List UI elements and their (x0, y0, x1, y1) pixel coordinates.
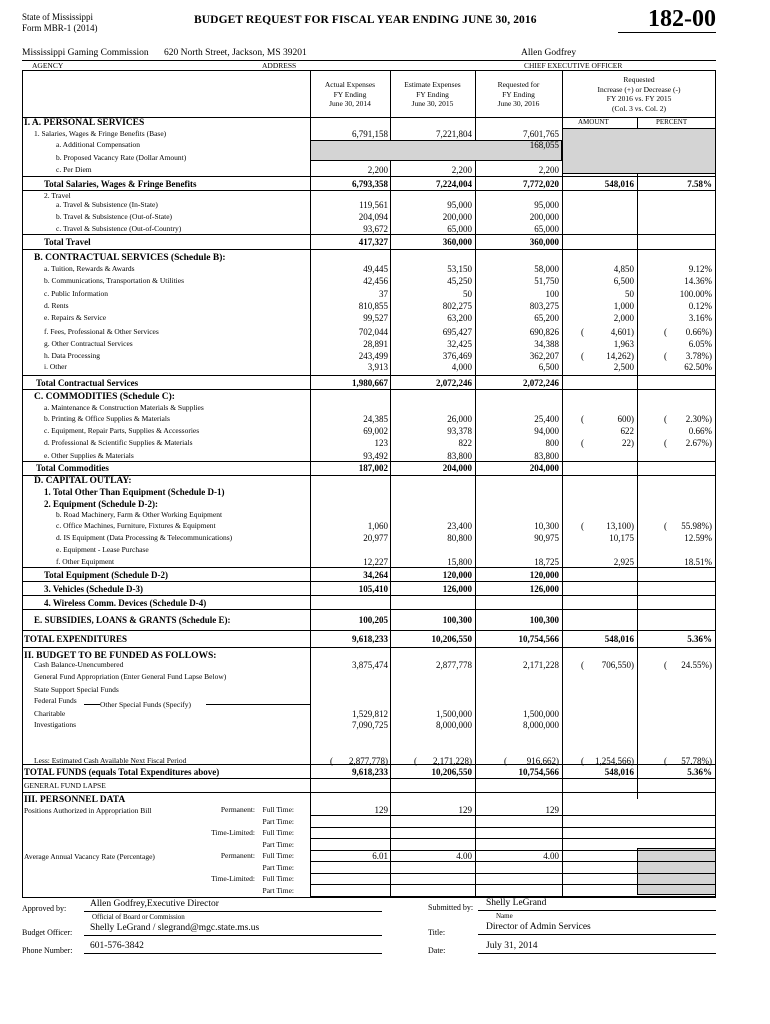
personnel-value-c1: 129 (374, 805, 388, 815)
row-value-c2: 65,000 (447, 224, 472, 234)
row-value-c1: 417,327 (358, 237, 388, 247)
row-value-c3: 10,754,566 (518, 634, 559, 644)
row-value-c4: 10,175 (609, 533, 634, 543)
row-label: Federal Funds (34, 696, 77, 705)
personnel-time: Full Time: (262, 874, 294, 883)
personnel-value-c3: 4.00 (543, 851, 559, 861)
row-value-c3: 204,000 (529, 463, 559, 473)
personnel-time: Part Time: (262, 886, 294, 895)
col-header-requested: Requested for FY Ending June 30, 2016 (497, 80, 540, 108)
row-label: TOTAL EXPENDITURES (24, 634, 127, 644)
approved-by-sub: Official of Board or Commission (92, 913, 185, 921)
row-label: 3. Vehicles (Schedule D-3) (44, 584, 143, 594)
negative-paren: ( (581, 660, 584, 670)
personnel-time: Part Time: (262, 840, 294, 849)
negative-paren: ( (504, 756, 507, 766)
row-label: E. SUBSIDIES, LOANS & GRANTS (Schedule E): (34, 615, 231, 625)
negative-paren: ( (664, 327, 667, 337)
amount-header: AMOUNT (578, 118, 609, 126)
row-label: i. Other (44, 362, 67, 371)
row-value-c4: 2,500 (613, 362, 634, 372)
row-value-c4: 2,000 (613, 313, 634, 323)
row-value-c4: 2,925 (613, 557, 634, 567)
row-value-c2: 120,000 (442, 570, 472, 580)
negative-paren: ( (581, 351, 584, 361)
row-value-c4: 548,016 (604, 179, 634, 189)
col-header-actual: Actual Expenses FY Ending June 30, 2014 (324, 80, 376, 108)
row-value-c2: 100,300 (442, 615, 472, 625)
row-value-c3: 2,200 (538, 165, 559, 175)
row-value-c3: 362,207 (529, 351, 559, 361)
row-value-c3: 100,300 (529, 615, 559, 625)
row-value-c3: 34,388 (534, 339, 559, 349)
row-value-c2: 360,000 (442, 237, 472, 247)
row-value-c3: 95,000 (534, 200, 559, 210)
row-value-c5: 57.78%) (681, 756, 712, 766)
row-value-c2: 93,378 (447, 426, 472, 436)
address-label: ADDRESS (262, 61, 297, 70)
row-label: Total Contractual Services (36, 378, 139, 388)
row-value-c1: 1,980,667 (352, 378, 388, 388)
row-label: General Fund Appropriation (Enter General Fund Lapse Below) (34, 672, 227, 681)
row-value-c5: 9.12% (688, 264, 712, 274)
row-value-c3: 51,750 (534, 276, 559, 286)
row-value-c4: 1,000 (613, 301, 634, 311)
row-label: c. Office Machines, Furniture, Fixtures & Equipment (56, 521, 216, 530)
row-label: c. Public Information (44, 289, 108, 298)
approved-by-label: Approved by: (22, 904, 67, 913)
row-label: 1. Salaries, Wages & Fringe Benefits (Base) (34, 129, 167, 138)
row-value-c5: 0.12% (688, 301, 712, 311)
personnel-time: Part Time: (262, 863, 294, 872)
shaded-cell-additional-comp (310, 140, 562, 161)
row-label: II. BUDGET TO BE FUNDED AS FOLLOWS: (24, 651, 217, 661)
row-value-c5: 14.36% (684, 276, 712, 286)
row-label: Total Commodities (36, 463, 109, 473)
row-label: b. Proposed Vacancy Rate (Dollar Amount) (56, 153, 187, 162)
row-label: a. Travel & Subsistence (In-State) (56, 200, 158, 209)
row-label: Cash Balance-Unencumbered (34, 660, 124, 669)
form-id: Form MBR-1 (2014) (22, 23, 98, 33)
personnel-value-c2: 4.00 (456, 851, 472, 861)
row-label: Total Salaries, Wages & Fringe Benefits (44, 179, 197, 189)
row-value-c1: 3,875,474 (352, 660, 388, 670)
row-value-c3: 100 (545, 289, 559, 299)
row-value-c1: 119,561 (359, 200, 388, 210)
budget-officer-label: Budget Officer: (22, 928, 73, 937)
shaded-cell-change-salaries (562, 128, 716, 174)
row-value-c1: 105,410 (358, 584, 388, 594)
row-value-c3: 18,725 (534, 557, 559, 567)
row-value-c1: 204,094 (358, 212, 388, 222)
row-value-c4: 1,254,566) (595, 756, 634, 766)
row-value-c2: 15,800 (447, 557, 472, 567)
row-value-c4: 4,601) (610, 327, 634, 337)
negative-paren: ( (664, 351, 667, 361)
row-label: Charitable (34, 709, 66, 718)
row-label: 2. Equipment (Schedule D-2): (44, 499, 159, 509)
row-value-c1: 28,891 (363, 339, 388, 349)
row-label: Total Equipment (Schedule D-2) (44, 570, 168, 580)
negative-paren: ( (664, 756, 667, 766)
row-value-c5: 18.51% (684, 557, 712, 567)
row-value-c5: 7.58% (687, 179, 712, 189)
page-title: BUDGET REQUEST FOR FISCAL YEAR ENDING JUNE 30, 2016 (194, 14, 537, 26)
row-value-c3: 126,000 (529, 584, 559, 594)
row-value-c2: 822 (458, 438, 472, 448)
row-value-c3: 58,000 (534, 264, 559, 274)
form-header-left (22, 12, 98, 34)
negative-paren: ( (581, 521, 584, 531)
row-value-c1: 123 (374, 438, 388, 448)
row-value-c4: 22) (622, 438, 634, 448)
row-label: D. CAPITAL OUTLAY: (34, 476, 132, 486)
other-special-funds-label: Other Special Funds (Specify) (100, 700, 192, 709)
negative-paren: ( (414, 756, 417, 766)
agency-address: 620 North Street, Jackson, MS 39201 (164, 48, 307, 58)
row-value-c3: 200,000 (529, 212, 559, 222)
row-value-c3: 94,000 (534, 426, 559, 436)
chief-executive-officer: Allen Godfrey (521, 48, 577, 58)
col-divider-5 (637, 117, 638, 799)
row-value-c1: 187,002 (358, 463, 388, 473)
row-label: b. Travel & Subsistence (Out-of-State) (56, 212, 173, 221)
row-value-c2: 200,000 (442, 212, 472, 222)
phone-label: Phone Number: (22, 946, 73, 955)
row-value-c1: 93,672 (363, 224, 388, 234)
col-divider-1 (310, 70, 311, 898)
row-label: e. Equipment - Lease Purchase (56, 545, 149, 554)
row-value-c2: 10,206,550 (431, 634, 472, 644)
row-value-c5: 100.00% (679, 289, 712, 299)
row-value-c1: 7,090,725 (352, 720, 388, 730)
row-label: TOTAL FUNDS (equals Total Expenditures above) (24, 767, 220, 777)
row-label: d. Rents (44, 301, 69, 310)
row-value-c2: 23,400 (447, 521, 472, 531)
row-value-c1: 34,264 (363, 570, 388, 580)
row-value-c5: 62.50% (684, 362, 712, 372)
row-value-c1: 20,977 (363, 533, 388, 543)
row-label: b. Printing & Office Supplies & Materials (44, 414, 170, 423)
row-value-c2: 50 (463, 289, 472, 299)
row-value-c1: 702,044 (358, 327, 388, 337)
row-value-c2: 695,427 (442, 327, 472, 337)
row-value-c5: 0.66% (688, 426, 712, 436)
row-value-c1: 1,060 (367, 521, 388, 531)
submitted-by-value: Shelly LeGrand (486, 898, 547, 908)
row-value-c4: 50 (625, 289, 634, 299)
row-value-c1: 12,227 (363, 557, 388, 567)
row-label: B. CONTRACTUAL SERVICES (Schedule B): (34, 253, 226, 263)
row-value-c2: 2,877,778 (436, 660, 472, 670)
row-value-c2: 1,500,000 (436, 709, 472, 719)
row-value-c2: 7,221,804 (436, 129, 472, 139)
row-value-c3: 690,826 (529, 327, 559, 337)
row-label: GENERAL FUND LAPSE (24, 781, 106, 790)
negative-paren: ( (581, 327, 584, 337)
row-value-c4: 622 (620, 426, 634, 436)
personnel-time: Full Time: (262, 805, 294, 814)
row-value-c3: 6,500 (538, 362, 559, 372)
row-value-c4: 14,262) (606, 351, 634, 361)
approved-by-value: Allen Godfrey,Executive Director (90, 899, 219, 909)
row-value-c4: 600) (617, 414, 634, 424)
row-value-c1: 69,002 (363, 426, 388, 436)
row-value-c5: 5.36% (687, 767, 712, 777)
row-label: Total Travel (44, 237, 91, 247)
percent-header: PERCENT (656, 118, 688, 126)
row-value-c2: 802,275 (442, 301, 472, 311)
row-label: a. Tuition, Rewards & Awards (44, 264, 135, 273)
row-label: a. Additional Compensation (56, 140, 140, 149)
row-value-c2: 2,072,246 (436, 378, 472, 388)
row-value-c3: 8,000,000 (523, 720, 559, 730)
row-value-c3: 1,500,000 (523, 709, 559, 719)
row-value-c1: 243,499 (358, 351, 388, 361)
row-value-c2: 26,000 (447, 414, 472, 424)
row-value-c3: 83,800 (534, 451, 559, 461)
row-value-c4: 706,550) (601, 660, 634, 670)
row-label: c. Travel & Subsistence (Out-of-Country) (56, 224, 182, 233)
row-value-c2: 2,171,228) (433, 756, 472, 766)
personnel-type: Permanent: (220, 851, 255, 860)
row-value-c3: 2,072,246 (523, 378, 559, 388)
row-label: b. Communications, Transportation & Utilities (44, 276, 185, 285)
row-value-c3: 803,275 (529, 301, 559, 311)
row-value-c3: 7,772,020 (523, 179, 559, 189)
row-value-c3: 7,601,765 (523, 129, 559, 139)
title-label: Title: (428, 928, 446, 937)
date-value: July 31, 2014 (486, 941, 538, 951)
row-label: c. Per Diem (56, 165, 92, 174)
row-value-c5: 3.16% (688, 313, 712, 323)
row-value-c3: 360,000 (529, 237, 559, 247)
row-label: c. Equipment, Repair Parts, Supplies & Accessories (44, 426, 200, 435)
row-label: g. Other Contractual Services (44, 339, 133, 348)
row-label: III. PERSONNEL DATA (24, 795, 126, 805)
col-divider-2 (390, 70, 391, 898)
row-value-c3: 90,975 (534, 533, 559, 543)
row-label: Less: Estimated Cash Available Next Fiscal Period (34, 756, 187, 765)
state-name: State of Mississippi (22, 12, 94, 22)
row-value-c4: 548,016 (604, 767, 634, 777)
row-value-c1: 9,618,233 (352, 634, 388, 644)
title-value: Director of Admin Services (486, 922, 591, 932)
row-label: State Support Special Funds (34, 685, 119, 694)
row-value-c2: 95,000 (447, 200, 472, 210)
negative-paren: ( (664, 521, 667, 531)
row-value-c1: 6,791,158 (352, 129, 388, 139)
personnel-type: Permanent: (220, 805, 255, 814)
row-value-c2: 45,250 (447, 276, 472, 286)
row-value-c1: 810,855 (358, 301, 388, 311)
row-value-c3: 800 (545, 438, 559, 448)
negative-paren: ( (581, 438, 584, 448)
row-value-c3: 10,754,566 (518, 767, 559, 777)
row-value-c1: 9,618,233 (352, 767, 388, 777)
row-label: 1. Total Other Than Equipment (Schedule D-1) (44, 487, 225, 497)
row-value-c3: 120,000 (529, 570, 559, 580)
vacancy-rate-label: Average Annual Vacancy Rate (Percentage) (24, 852, 155, 861)
row-value-c2: 376,469 (442, 351, 472, 361)
agency-label: AGENCY (32, 61, 64, 70)
row-value-c2: 10,206,550 (431, 767, 472, 777)
col-header-estimate: Estimate Expenses FY Ending June 30, 2015 (404, 80, 461, 108)
row-value-c1: 42,456 (363, 276, 388, 286)
row-value-c1: 93,492 (363, 451, 388, 461)
row-value-c5: 2.30%) (685, 414, 712, 424)
row-value-c1: 2,877,778) (349, 756, 388, 766)
row-value-c5: 5.36% (687, 634, 712, 644)
row-label: f. Other Equipment (56, 557, 115, 566)
row-value-c1: 100,205 (358, 615, 388, 625)
row-value-c2: 4,000 (451, 362, 472, 372)
personnel-value-c1: 6.01 (372, 851, 388, 861)
col-divider-4 (562, 70, 563, 898)
row-value-c3: 25,400 (534, 414, 559, 424)
date-label: Date: (428, 946, 446, 955)
row-value-c2: 7,224,004 (436, 179, 472, 189)
row-label: C. COMMODITIES (Schedule C): (34, 392, 175, 402)
row-label: d. IS Equipment (Data Processing & Telecommunications) (56, 533, 233, 542)
row-value-c5: 6.05% (688, 339, 712, 349)
row-value-c3: 10,300 (534, 521, 559, 531)
col-header-change: Requested Increase (+) or Decrease (-) FY 2016 vs. FY 2015 (Col. 3 vs. Col. 2) (597, 75, 681, 113)
row-value-c1: 1,529,812 (352, 709, 388, 719)
row-value-c3: 65,000 (534, 224, 559, 234)
row-value-c2: 126,000 (442, 584, 472, 594)
row-value-c5: 2.67%) (685, 438, 712, 448)
personnel-value-c2: 129 (458, 805, 472, 815)
row-label: h. Data Processing (44, 351, 101, 360)
col-divider-3 (475, 70, 476, 898)
officer-label: CHIEF EXECUTIVE OFFICER (524, 61, 623, 70)
row-value-c2: 83,800 (447, 451, 472, 461)
row-value-c1: 37 (379, 289, 388, 299)
row-label: b. Road Machinery, Farm & Other Working Equipment (56, 510, 223, 519)
agency-name: Mississippi Gaming Commission (22, 48, 149, 58)
row-value-c5: 0.66%) (685, 327, 712, 337)
negative-paren: ( (330, 756, 333, 766)
row-label: Investigations (34, 720, 77, 729)
row-value-c1: 3,913 (367, 362, 388, 372)
agency-info-row (22, 48, 716, 59)
personnel-time: Full Time: (262, 828, 294, 837)
row-value-c2: 8,000,000 (436, 720, 472, 730)
submitted-by-label: Submitted by: (428, 903, 474, 912)
row-value-c5: 55.98%) (681, 521, 712, 531)
row-value-c1: 49,445 (363, 264, 388, 274)
row-value-c2: 53,150 (447, 264, 472, 274)
personnel-value-c3: 129 (545, 805, 559, 815)
negative-paren: ( (664, 660, 667, 670)
personnel-time: Part Time: (262, 817, 294, 826)
phone-value: 601-576-3842 (90, 941, 144, 951)
row-value-c5: 24.55%) (681, 660, 712, 670)
row-value-c3: 916,662) (526, 756, 559, 766)
budget-officer-value: Shelly LeGrand / slegrand@mgc.state.ms.us (90, 923, 260, 933)
shaded-cell-vacancy (637, 848, 716, 895)
row-value-c3: 2,171,228 (523, 660, 559, 670)
row-value-c1: 99,527 (363, 313, 388, 323)
row-value-c5: 12.59% (684, 533, 712, 543)
row-label: d. Professional & Scientific Supplies & Materials (44, 438, 193, 447)
submitted-by-sub: Name (496, 912, 513, 920)
row-value-c1: 2,200 (367, 165, 388, 175)
negative-paren: ( (581, 756, 584, 766)
positions-authorized-label: Positions Authorized in Appropriation Bill (24, 806, 152, 815)
row-value-c2: 32,425 (447, 339, 472, 349)
row-value-c4: 13,100) (606, 521, 634, 531)
row-value-c2: 80,800 (447, 533, 472, 543)
row-value-c3: 168,055 (529, 140, 559, 150)
row-value-c1: 6,793,358 (352, 179, 388, 189)
row-label: e. Other Supplies & Materials (44, 451, 134, 460)
row-value-c5: 3.78%) (685, 351, 712, 361)
row-value-c2: 63,200 (447, 313, 472, 323)
row-label: f. Fees, Professional & Other Services (44, 327, 159, 336)
personnel-time: Full Time: (262, 851, 294, 860)
negative-paren: ( (581, 414, 584, 424)
agency-code: 182-00 (618, 6, 716, 33)
row-value-c4: 1,963 (613, 339, 634, 349)
row-value-c1: 24,385 (363, 414, 388, 424)
row-value-c2: 2,200 (451, 165, 472, 175)
row-label: a. Maintenance & Construction Materials & Supplies (44, 403, 204, 412)
row-label: 4. Wireless Comm. Devices (Schedule D-4) (44, 598, 207, 608)
negative-paren: ( (664, 438, 667, 448)
row-value-c3: 65,200 (534, 313, 559, 323)
row-value-c4: 6,500 (613, 276, 634, 286)
row-value-c4: 548,016 (604, 634, 634, 644)
row-label: e. Repairs & Service (44, 313, 107, 322)
negative-paren: ( (664, 414, 667, 424)
row-label: 2. Travel (44, 191, 71, 200)
row-value-c4: 4,850 (613, 264, 634, 274)
row-value-c2: 204,000 (442, 463, 472, 473)
personnel-type: Time-Limited: (211, 828, 255, 837)
personnel-type: Time-Limited: (211, 874, 255, 883)
row-label: I. A. PERSONAL SERVICES (24, 118, 145, 128)
